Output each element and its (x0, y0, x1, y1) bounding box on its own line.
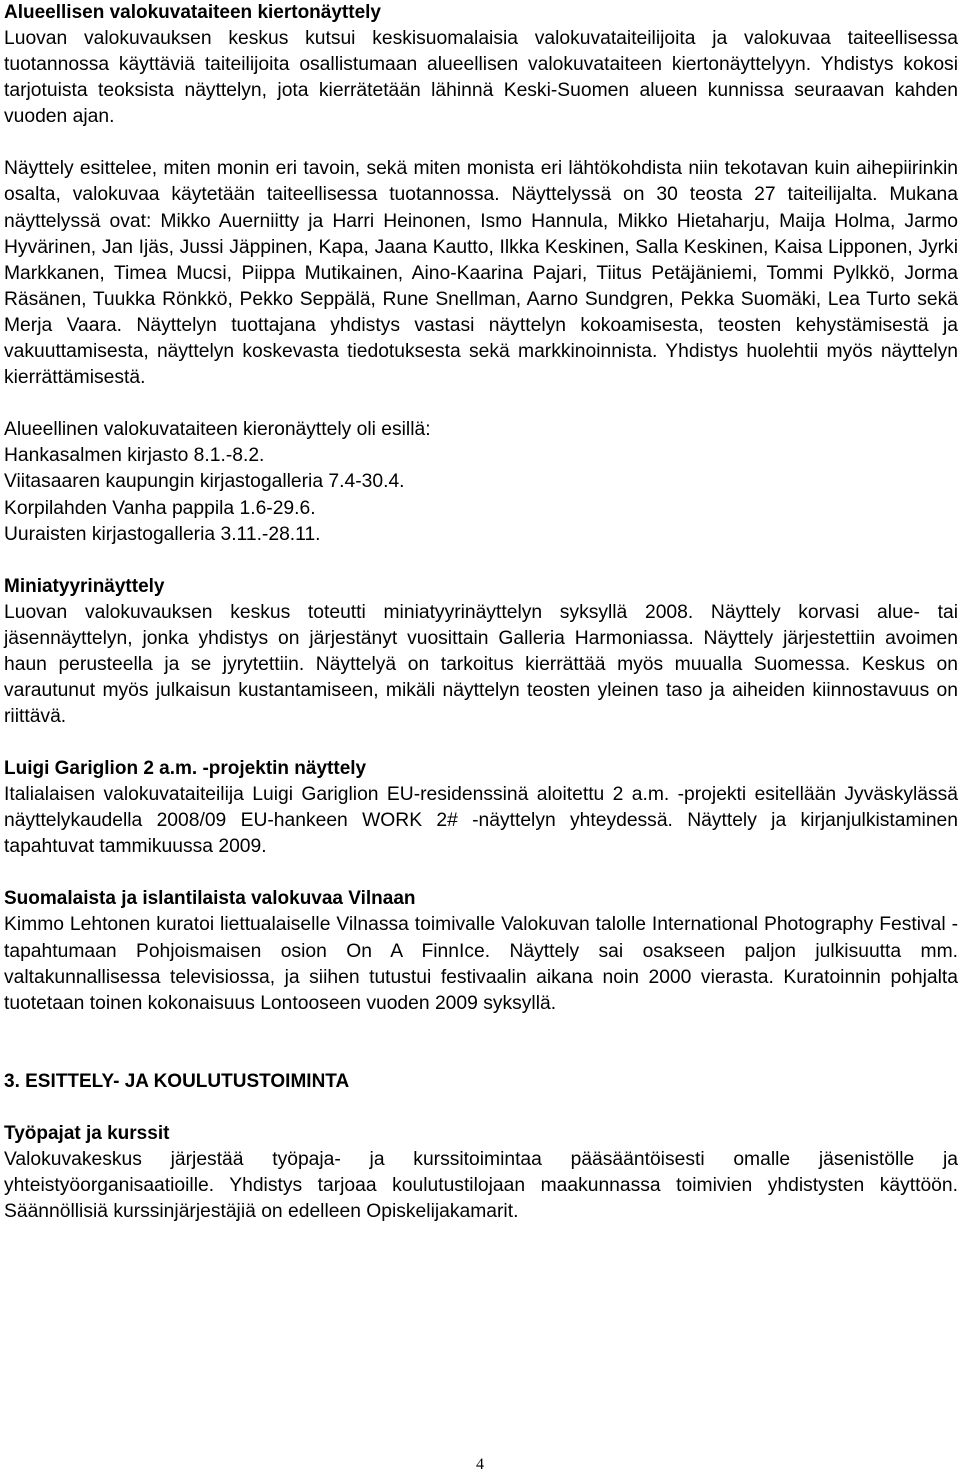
paragraph-vilnius: Kimmo Lehtonen kuratoi liettualaiselle Vilnassa toimivalle Valokuvan talolle International Photography Festival -tapahtumaan Pohjoismaisen osion On A FinnIce. Näyttely sai osakseen paljon julkisuutta mm. valtakunnallisessa televisiossa, ja siihen tutustui festivaalin aikana noin 2000 vierasta. Kuratoinnin pohjalta tuotetaan toinen kokonaisuus Lontooseen vuoden 2009 syksyllä. (4, 914, 958, 1014)
section-title-exhibition: Alueellisen valokuvataiteen kiertonäyttely (4, 2, 381, 23)
venue-list-intro: Alueellinen valokuvataiteen kieronäyttely oli esillä: (4, 419, 431, 441)
venue-item: Hankasalmen kirjasto 8.1.-8.2. (4, 445, 265, 467)
paragraph-gariglio: Italialaisen valokuvataiteilija Luigi Gariglion EU-residenssinä aloitettu 2 a.m. -projekti esitellään Jyväskylässä näyttelykaudella 2008/09 EU-hankeen WORK 2# -näyttelyn yhteydessä. Näyttely ja kirjanjulkistaminen tapahtuvat tammikuussa 2009. (4, 784, 958, 858)
paragraph-workshops: Valokuvakeskus järjestää työpaja- ja kurssitoimintaa pääsääntöisesti omalle jäsenistölle ja yhteistyöorganisaatioille. Yhdistys tarjoaa koulutustilojaan maakunnassa toimivien yhdistysten käyttöön. Säännöllisiä kurssinjärjestäjiä on edelleen Opiskelijakamarit. (4, 1148, 958, 1222)
paragraph-exhibition-intro: Luovan valokuvauksen keskus kutsui keskisuomalaisia valokuvataiteilijoita ja valokuvaa taiteellisessa tuotannossa käyttäviä taiteilijoita osallistumaan alueellisen valokuvataiteen kiertonäyttelyyn. Yhdistys kokosi tarjotuista teoksista näyttelyn, jota kierrätetään lähinnä Keski-Suomen alueen kunnissa seuraavan kahden vuoden ajan. (4, 28, 958, 128)
paragraph-exhibition-details: Näyttely esittelee, miten monin eri tavoin, sekä miten monista eri lähtökohdista niin tekotavan kuin aihepiirinkin osalta, valokuvaa käytetään taiteellisessa tuotannossa. Näyttelyssä on 30 teosta 27 taiteilijalta. Mukana näyttelyssä ovat: Mikko Auerniitty ja Harri Heinonen, Ismo Hannula, Mikko Hietaharju, Maija Holma, Jarmo Hyvärinen, Jan Ijäs, Jussi Jäppinen, Kapa, Jaana Kautto, Ilkka Keskinen, Salla Keskinen, Kaisa Lipponen, Jyrki Markkanen, Timea Mucsi, Piippa Mutikainen, Aino-Kaarina Pajari, Tiitus Petäjäniemi, Tommi Pylkkö, Jorma Räsänen, Tuukka Rönkkö, Pekko Seppälä, Rune Snellman, Aarno Sundgren, Pekka Suomäki, Lea Turto sekä Merja Vaara. Näyttelyn tuottajana yhdistys vastasi näyttelyn kokoamisesta, teosten kehystämisestä ja vakuuttamisesta, näyttelyn koskevasta tiedotuksesta sekä markkinoinnista. Yhdistys huolehtii myös näyttelyn kierrättämisestä. (4, 158, 958, 389)
paragraph-miniature: Luovan valokuvauksen keskus toteutti miniatyyrinäyttelyn syksyllä 2008. Näyttely korvasi alue- tai jäsennäyttelyn, jonka yhdistys on järjestänyt vuosittain Galleria Harmoniassa. Näyttely järjestettiin avoimen haun perusteella ja se jyrytettiin. Näyttelyä on tarkoitus kierrättää myös muualla Suomessa. Keskus on varautunut myös julkaisun kustantamiseen, mikäli näyttelyn teosten yleinen taso ja aiheiden kiinnostavuus on riittävä. (4, 601, 958, 728)
venue-item: Korpilahden Vanha pappila 1.6-29.6. (4, 497, 316, 519)
chapter-title: 3. ESITTELY- JA KOULUTUSTOIMINTA (4, 1070, 350, 1092)
section-title-gariglio: Luigi Gariglion 2 a.m. -projektin näyttely (4, 758, 367, 780)
page-number: 4 (476, 1456, 484, 1473)
venue-list (4, 417, 958, 547)
section-title-miniature: Miniatyyrinäyttely (4, 575, 165, 597)
section-title-vilnius: Suomalaista ja islantilaista valokuvaa Vilnaan (4, 888, 416, 910)
venue-item: Viitasaaren kaupungin kirjastogalleria 7.4-30.4. (4, 471, 405, 493)
venue-item: Uuraisten kirjastogalleria 3.11.-28.11. (4, 523, 321, 545)
section-title-workshops: Työpajat ja kurssit (4, 1122, 170, 1144)
document-page (4, 0, 958, 1225)
